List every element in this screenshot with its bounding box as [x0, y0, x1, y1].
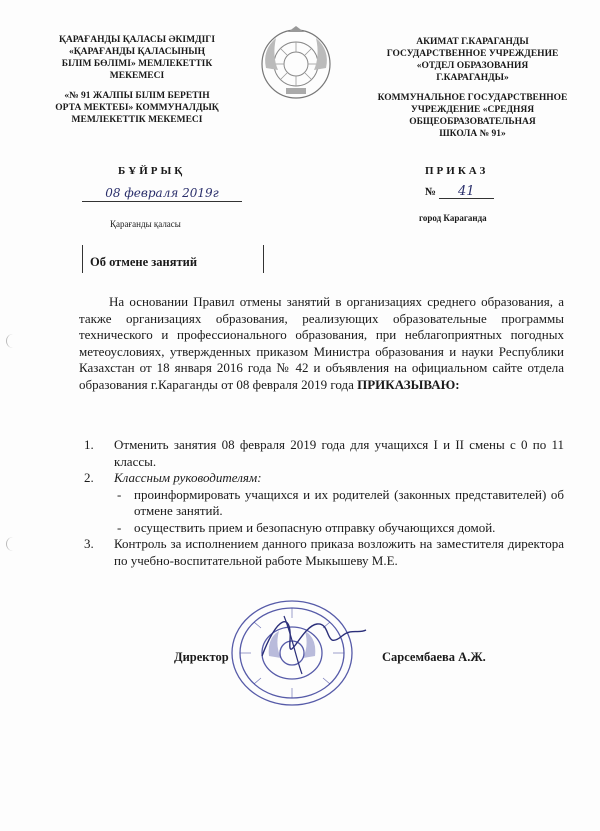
- item-dash: -: [117, 486, 122, 502]
- header-right-line: ОБЩЕОБРАЗОВАТЕЛЬНАЯ: [409, 117, 536, 127]
- item-number: 2.: [84, 470, 94, 485]
- list-item: [79, 437, 564, 470]
- header-left-line: МЕКЕМЕСІ: [109, 71, 165, 81]
- sub-list-item: [79, 487, 564, 520]
- item-number: 1.: [84, 437, 94, 452]
- header-left-line: ОРТА МЕКТЕБІ» КОММУНАЛДЫҚ: [55, 103, 219, 113]
- header-right-line: ГОСУДАРСТВЕННОЕ УЧРЕЖДЕНИЕ: [386, 49, 559, 59]
- kazakhstan-emblem-icon: [258, 26, 334, 102]
- order-command: ПРИКАЗЫВАЮ:: [357, 376, 460, 392]
- list-item: [79, 536, 564, 569]
- header-right-line: «ОТДЕЛ ОБРАЗОВАНИЯ: [416, 61, 529, 71]
- preamble-paragraph: [79, 294, 564, 393]
- header-right-line: Г.КАРАГАНДЫ»: [436, 73, 509, 83]
- header-left-kz: [22, 34, 252, 126]
- item-dash: -: [117, 519, 122, 535]
- header-left-line: «ҚАРАҒАНДЫ ҚАЛАСЫНЫҢ: [69, 47, 205, 57]
- header-left-line: БІЛІМ БӨЛІМІ» МЕМЛЕКЕТТІК: [61, 59, 213, 69]
- item-text: Контроль за исполнением данного приказа возложить на заместителя директора по учебно-воспитательной работе Мыкышеву М.Е.: [114, 536, 564, 568]
- sub-item-text: проинформировать учащихся и их родителей (законных представителей) об отмене занятий.: [134, 486, 564, 518]
- preamble-text: На основании Правил отмены занятий в организациях среднего образования, а также организациях образования, реализующих образовательные программы технического и профессионального образования, при неблагоприятных погодных метеоусловиях, утвержденных приказом Министра образования и науки Республики Казахстан от 18 января 2016 года № 42 и объявления на официальном сайте отдела образования г.Караганды от 08 февраля 2019 года: [79, 294, 564, 392]
- item-text: Классным руководителям:: [114, 470, 262, 485]
- item-number: 3.: [84, 536, 94, 551]
- city-kz: Қарағанды қаласы: [110, 219, 181, 229]
- city-ru: город Караганда: [419, 213, 487, 223]
- order-number-handwritten: 41: [439, 186, 494, 199]
- header-right-line: АКИМАТ Г.КАРАГАНДЫ: [416, 37, 529, 47]
- order-number: [425, 186, 494, 199]
- header-left-line: ҚАРАҒАНДЫ ҚАЛАСЫ ӘКІМДІГІ: [58, 35, 216, 45]
- order-number-label: №: [425, 186, 437, 198]
- sub-item-text: осуществить прием и безопасную отправку обучающихся домой.: [134, 519, 496, 535]
- order-date-handwritten: 08 февраля 2019г: [82, 186, 242, 202]
- header-left-line: «№ 91 ЖАЛПЫ БІЛІМ БЕРЕТІН: [64, 91, 210, 101]
- signatory-position: Директор: [174, 650, 229, 664]
- list-item: [79, 470, 564, 487]
- header-right-line: УЧРЕЖДЕНИЕ «СРЕДНЯЯ: [410, 105, 535, 115]
- order-subject: Об отмене занятий: [90, 255, 198, 269]
- handwritten-signature-icon: [232, 596, 372, 686]
- order-items: [79, 437, 564, 569]
- header-right-line: ШКОЛА № 91»: [439, 129, 506, 139]
- header-right-line: КОММУНАЛЬНОЕ ГОСУДАРСТВЕННОЕ: [377, 93, 568, 103]
- punch-hole-mark: [6, 537, 15, 551]
- header-left-line: МЕМЛЕКЕТТІК МЕКЕМЕСІ: [71, 115, 203, 125]
- order-title-kz: БҰЙРЫҚ: [118, 165, 186, 177]
- order-preamble: [79, 294, 564, 393]
- punch-hole-mark: [6, 334, 15, 348]
- order-title-ru: ПРИКАЗ: [425, 165, 489, 177]
- signatory-name: Сарсембаева А.Ж.: [382, 650, 486, 664]
- header-right-ru: [360, 36, 585, 140]
- item-text: Отменить занятия 08 февраля 2019 года для учащихся I и II смены с 0 по 11 классы.: [114, 437, 564, 469]
- sub-list-item: [79, 520, 564, 537]
